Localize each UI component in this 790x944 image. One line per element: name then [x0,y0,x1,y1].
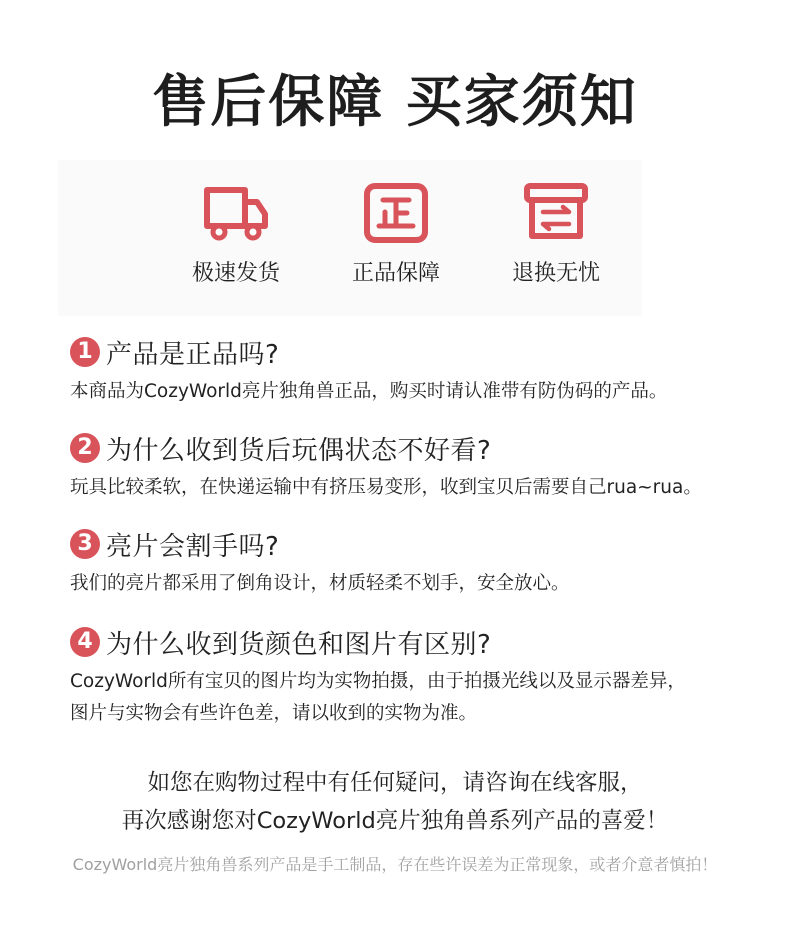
faq-item [70,430,770,504]
feature-label: 退换无忧 [511,261,600,286]
faq-answer: 本商品为CozyWorld亮片独角兽正品，购买时请认准带有防伪码的产品。 [70,381,668,402]
number-badge-icon: 4 [70,627,100,657]
faq-item [70,334,770,408]
faq-question: 亮片会割手吗? [106,531,280,562]
faq-question: 产品是正品吗? [106,339,280,370]
faq-answer [70,666,770,730]
faq-item [70,624,770,730]
footer-note: CozyWorld亮片独角兽系列产品是手工制品，存在些许误差为正常现象，或者介意者慎拍！ [72,855,718,874]
number-badge-icon: 1 [70,337,100,367]
closing-line: 如您在购物过程中有任何疑问，请咨询在线客服， [147,770,643,796]
feature-label: 正品保障 [351,261,440,286]
faq-answer: 我们的亮片都采用了倒角设计，材质轻柔不划手，安全放心。 [70,573,570,594]
truck-icon [201,182,271,244]
feature-fast-shipping [166,182,306,287]
page-title: 售后保障 买家须知 [152,70,638,135]
closing-line: 再次感谢您对CozyWorld亮片独角兽系列产品的喜爱！ [121,808,669,834]
faq-question: 为什么收到货颜色和图片有区别? [106,629,492,660]
faq-answer: 玩具比较柔软，在快递运输中有挤压易变形，收到宝贝后需要自己rua~rua。 [70,477,702,498]
exchange-icon [523,182,589,244]
feature-label: 极速发货 [191,261,280,286]
number-badge-icon: 3 [70,529,100,559]
number-badge-icon: 2 [70,433,100,463]
faq-answer-line: 图片与实物会有些许色差，请以收到的实物为准。 [70,703,478,724]
features-panel [58,160,642,316]
authentic-icon [363,182,429,244]
feature-easy-return [486,182,626,287]
faq-answer-line: CozyWorld所有宝贝的图片均为实物拍摄，由于拍摄光线以及显示器差异， [70,671,686,692]
faq-item [70,526,770,600]
faq-question: 为什么收到货后玩偶状态不好看? [106,435,492,466]
closing-message [0,764,790,840]
feature-authentic [326,182,466,287]
